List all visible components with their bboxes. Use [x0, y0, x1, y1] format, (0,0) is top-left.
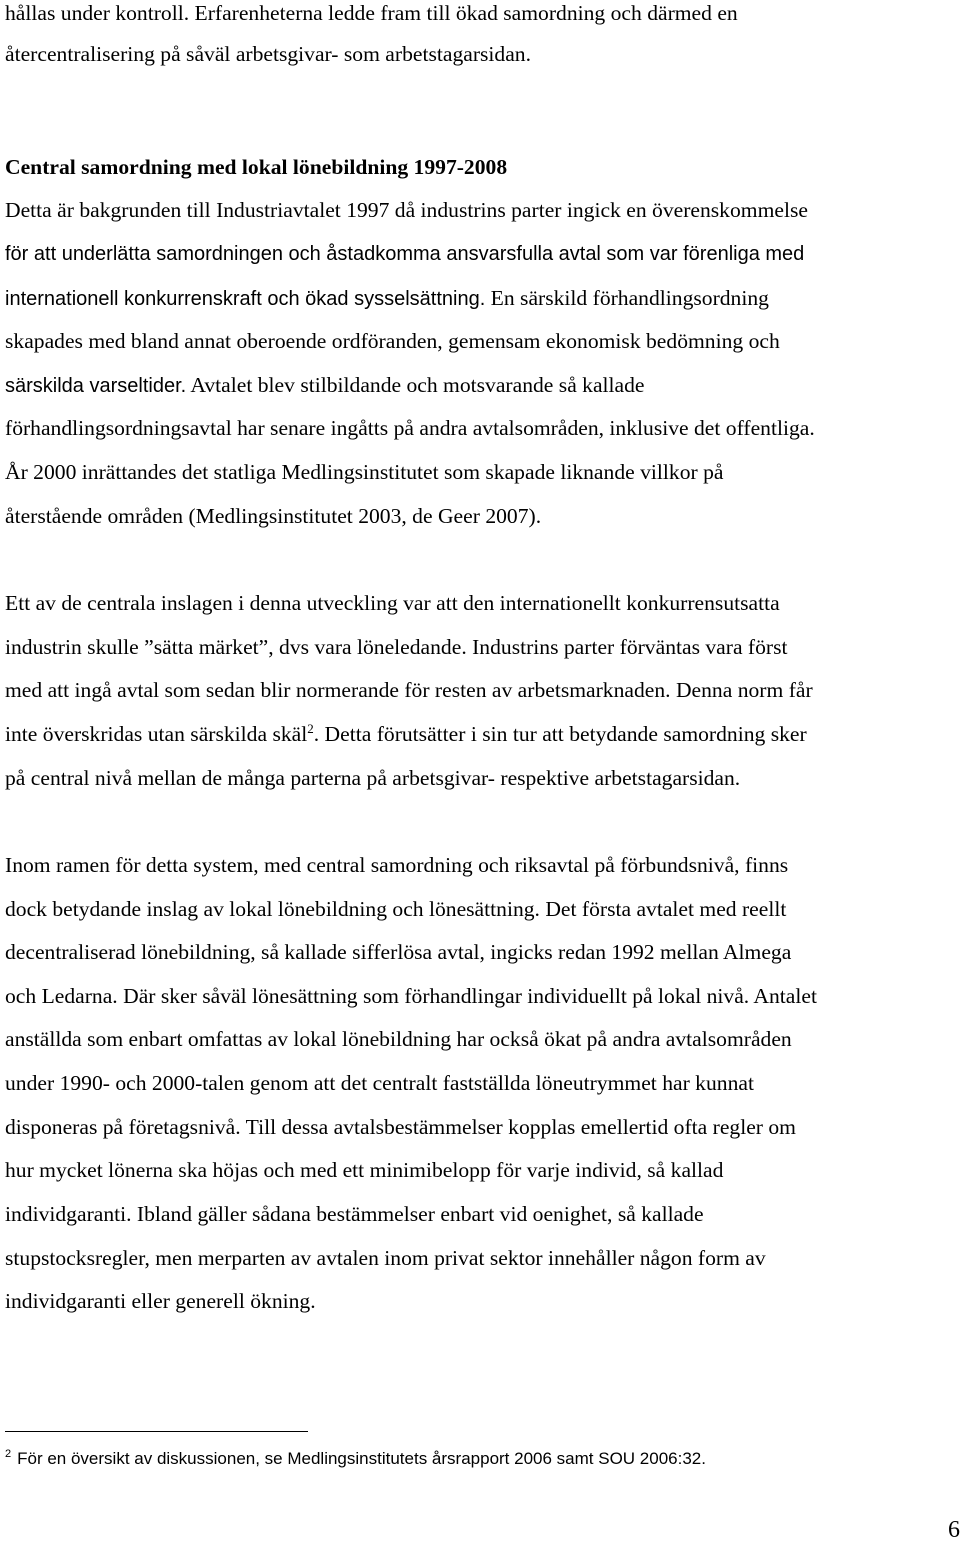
text-line: och Ledarna. Där sker såväl lönesättning som förhandlingar individuellt på lokal nivå. Antalet	[5, 984, 817, 1008]
text-span: särskilda varseltider.	[5, 375, 187, 397]
text-line: Ett av de centrala inslagen i denna utveckling var att den internationellt konkurrensutsatta	[5, 591, 780, 615]
text-line: dock betydande inslag av lokal lönebildning och lönesättning. Det första avtalet med reellt	[5, 897, 787, 921]
footnote-reference[interactable]: 2	[307, 720, 314, 736]
text-line: individgaranti. Ibland gäller sådana bestämmelser enbart vid oenighet, så kallade	[5, 1202, 704, 1226]
text-line	[5, 284, 769, 312]
text-line: industrin skulle ”sätta märket”, dvs vara löneledande. Industrins parter förväntas vara först	[5, 635, 788, 659]
footnote-text: För en översikt av diskussionen, se Medlingsinstitutets årsrapport 2006 samt SOU 2006:32.	[17, 1449, 706, 1468]
text-span: En särskild förhandlingsordning	[485, 286, 769, 310]
footnote	[5, 1447, 706, 1471]
text-span: Avtalet blev stilbildande och motsvarande så kallade	[186, 373, 645, 397]
text-line: återstående områden (Medlingsinstitutet 2003, de Geer 2007).	[5, 504, 542, 528]
text-line: Inom ramen för detta system, med central samordning och riksavtal på förbundsnivå, finns	[5, 853, 789, 877]
text-line: hur mycket lönerna ska höjas och med ett minimibelopp för varje individ, så kallad	[5, 1158, 724, 1182]
text-line: under 1990- och 2000-talen genom att det centralt fastställda löneutrymmet har kunnat	[5, 1071, 754, 1095]
text-line: individgaranti eller generell ökning.	[5, 1289, 316, 1313]
text-line: stupstocksregler, men merparten av avtalen inom privat sektor innehåller någon form av	[5, 1246, 766, 1270]
text-line: på central nivå mellan de många parterna på arbetsgivar- respektive arbetstagarsidan.	[5, 766, 741, 790]
text-line: återcentralisering på såväl arbetsgivar- som arbetstagarsidan.	[5, 42, 531, 66]
text-line: förhandlingsordningsavtal har senare ingåtts på andra avtalsområden, inklusive det offentliga.	[5, 416, 815, 440]
text-line: decentraliserad lönebildning, så kallade sifferlösa avtal, ingicks redan 1992 mellan Almega	[5, 940, 792, 964]
text-line: anställda som enbart omfattas av lokal lönebildning har också ökat på andra avtalsområden	[5, 1027, 792, 1051]
section-heading: Central samordning med lokal lönebildning 1997-2008	[5, 155, 508, 179]
text-line: skapades med bland annat oberoende ordföranden, gemensam ekonomisk bedömning och	[5, 329, 780, 353]
text-line	[5, 720, 807, 748]
text-line: Detta är bakgrunden till Industriavtalet 1997 då industrins parter ingick en överenskommelse	[5, 198, 808, 222]
text-line: för att underlätta samordningen och åstadkomma ansvarsfulla avtal som var förenliga med	[5, 243, 805, 265]
footnote-divider	[5, 1431, 308, 1432]
text-span: . Detta förutsätter i sin tur att betydande samordning sker	[313, 722, 807, 746]
text-span: internationell konkurrenskraft och ökad sysselsättning.	[5, 288, 486, 310]
page-number: 6	[948, 1517, 960, 1543]
text-span: inte överskridas utan särskilda skäl	[5, 722, 308, 746]
text-line: disponeras på företagsnivå. Till dessa avtalsbestämmelser kopplas emellertid ofta regler om	[5, 1115, 796, 1139]
footnote-mark: 2	[5, 1448, 12, 1461]
text-line	[5, 371, 645, 399]
text-line: med att ingå avtal som sedan blir normerande för resten av arbetsmarknaden. Denna norm får	[5, 678, 813, 702]
text-line: År 2000 inrättandes det statliga Medlingsinstitutet som skapade liknande villkor på	[5, 460, 724, 484]
text-line: hållas under kontroll. Erfarenheterna ledde fram till ökad samordning och därmed en	[5, 1, 738, 25]
